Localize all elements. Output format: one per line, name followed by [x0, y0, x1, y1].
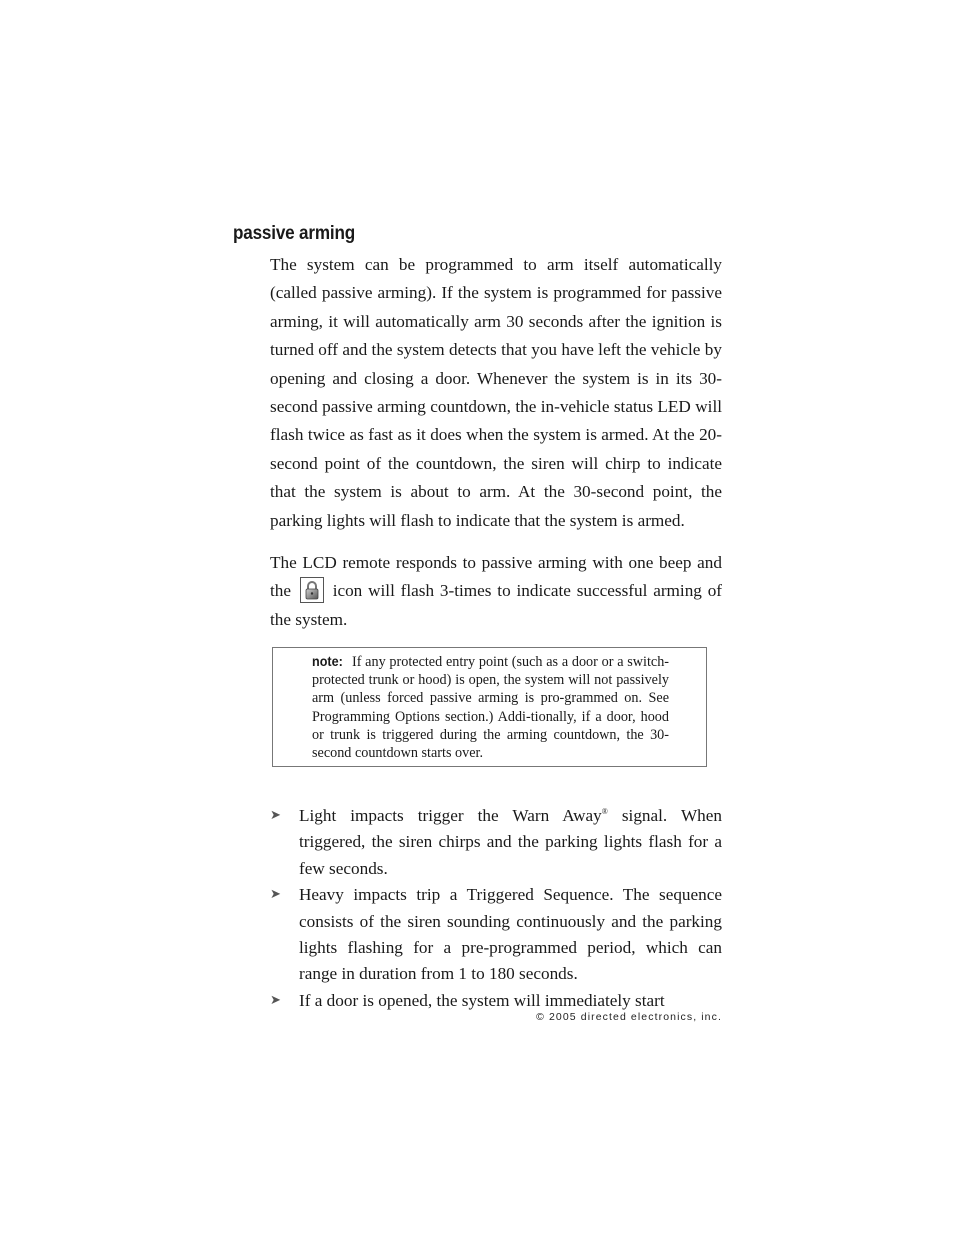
list-item-text: If a door is opened, the system will immediately start: [299, 990, 665, 1010]
paragraph-lcd-remote-end: icon will flash 3-times to indicate successful arming of the system.: [270, 581, 723, 629]
arrow-bullet-icon: ➤: [270, 887, 281, 903]
note-label: note:: [312, 653, 343, 669]
list-item-text: signal. When triggered, the siren chirps and the parking lights flash for a few seconds.: [299, 806, 722, 878]
list-item-text: Heavy impacts trip a Triggered Sequence. The sequence consists of the siren sounding continuously and the parking lights flashing for a pre-programmed period, which can range in duration from 1 to 180 seconds.: [299, 885, 722, 984]
registered-mark: ®: [601, 807, 608, 816]
bullet-list: [270, 803, 722, 1014]
section-heading: passive arming: [233, 223, 355, 244]
list-item-text: Light impacts trigger the Warn Away: [299, 806, 602, 825]
footer-copyright: © 2005 directed electronics, inc.: [536, 1011, 722, 1023]
note-body: If any protected entry point (such as a door or a switch-protected trunk or hood) is open, the system will not passively arm (unless forced passive arming is pro-grammed on. See Programming Options section.) Addi-tionally, if a door, hood or trunk is triggered during the arming countdown, the 30-second countdown starts over.: [312, 654, 670, 762]
note-text: [312, 652, 669, 762]
arrow-bullet-icon: ➤: [270, 992, 281, 1008]
list-item: [270, 803, 722, 882]
lock-icon: [300, 577, 324, 603]
paragraph-passive-arming: The system can be programmed to arm itself automatically (called passive arming). If the system is programmed for passive arming, it will automatically arm 30 seconds after the ignition is turned off and the system detects that you have left the vehicle by opening and closing a door. Whenever the system is in its 30-second passive arming countdown, the in-vehicle status LED will flash twice as fast as it does when the system is armed. At the 20-second point of the countdown, the siren will chirp to indicate that the system is about to arm. At the 30-second point, the parking lights will flash to indicate that the system is armed.: [270, 255, 722, 530]
paragraph-lcd-remote-start: The LCD remote responds to passive arming with one beep and the: [270, 553, 722, 601]
arrow-bullet-icon: ➤: [270, 808, 281, 823]
paragraph-lcd-remote: [270, 549, 722, 634]
note-box: [272, 647, 707, 767]
list-item: [270, 882, 722, 988]
